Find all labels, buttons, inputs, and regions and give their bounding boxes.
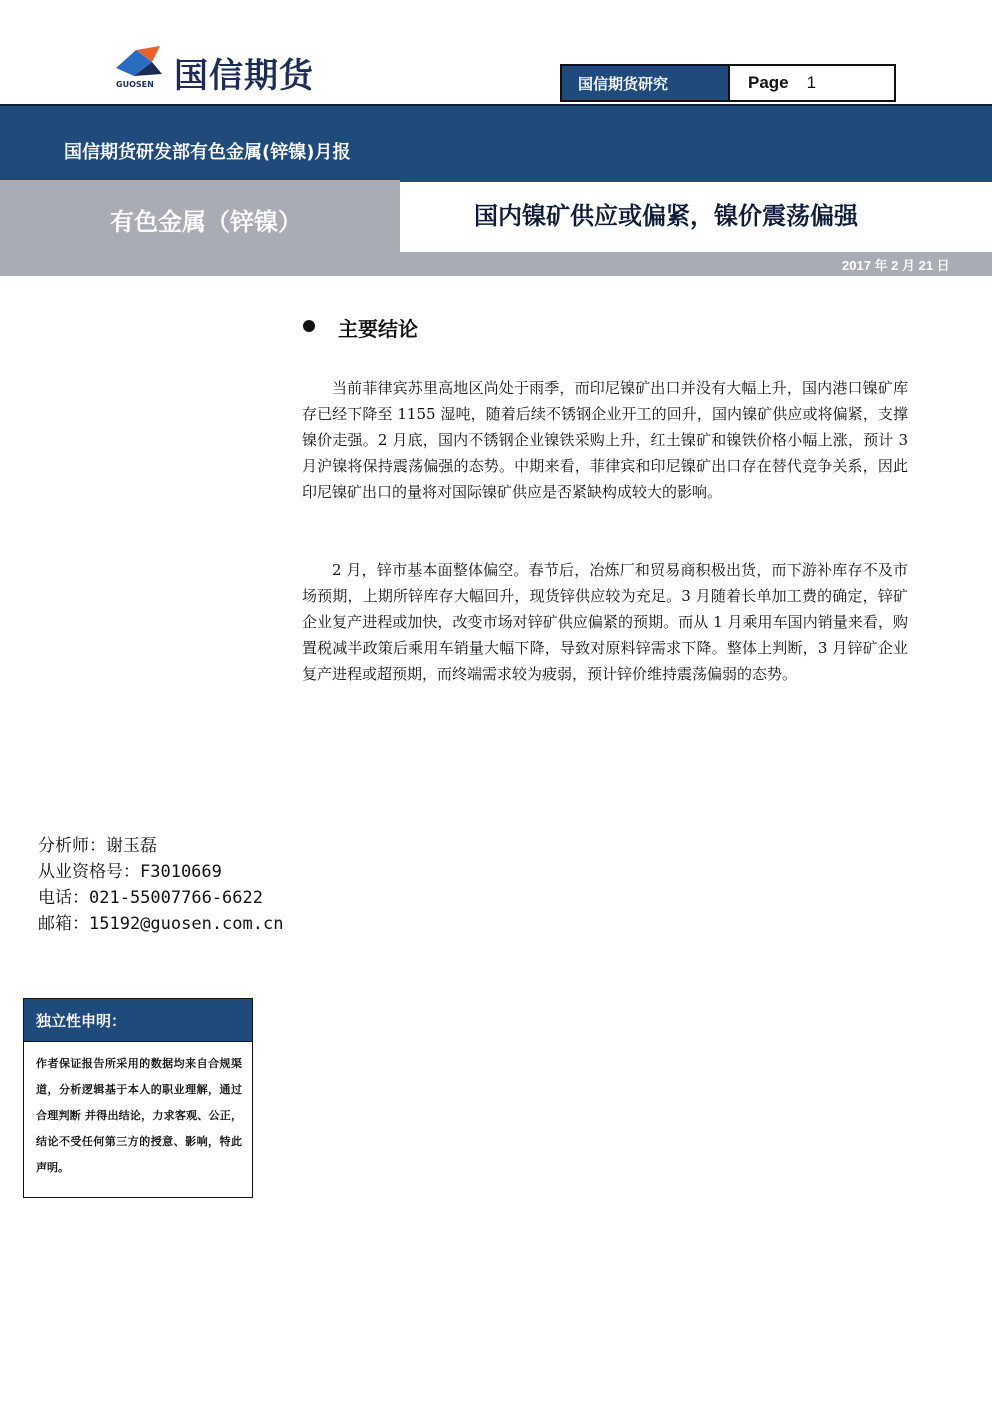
logo-name: 国信期货 <box>174 56 314 96</box>
analyst-name: 分析师：谢玉磊 <box>38 836 157 856</box>
header-tag-box <box>560 64 896 102</box>
bullet-icon <box>303 320 315 332</box>
analyst-phone: 电话：021-55007766-6622 <box>38 888 263 908</box>
report-date: 2017 年 2 月 21 日 <box>842 258 950 273</box>
independence-statement-body: 作者保证报告所采用的数据均来自合规渠道，分析逻辑基于本人的职业理解，通过合理判断 并得出结论，力求客观、公正，结论不受任何第三方的授意、影响，特此声明。 <box>36 1057 242 1174</box>
analyst-license: 从业资格号：F3010669 <box>38 862 222 882</box>
conclusion-paragraph-zinc: 2 月，锌市基本面整体偏空。春节后，冶炼厂和贸易商积极出货，而下游补库存不及市场预期，上期所锌库存大幅回升，现货锌供应较为充足。3 月随着长单加工费的确定，锌矿企业复产进程或加快，改变市场对锌矿供应偏紧的预期。而从 1 月乘用车国内销量来看，购置税减半政策后乘用车销量大幅下降，导致对原料锌需求下降。整体上判断，3 月锌矿企业复产进程或超预期，而终端需求较为疲弱，预计锌价维持震荡偏弱的态势。 <box>302 561 908 683</box>
logo-subtext: GUOSEN <box>116 80 154 89</box>
page-indicator <box>730 66 894 100</box>
page-number: 1 <box>806 73 817 92</box>
logo-mark-icon <box>112 44 172 84</box>
page-label: Page <box>748 73 789 92</box>
department-title: 国信期货研发部有色金属(锌镍)月报 <box>64 142 351 163</box>
analyst-info <box>38 833 283 937</box>
analyst-email[interactable]: 邮箱：15192@guosen.com.cn <box>38 914 284 934</box>
independence-statement <box>23 998 253 1198</box>
category-label: 有色金属（锌镍） <box>110 207 302 236</box>
independence-statement-title: 独立性申明： <box>24 999 252 1042</box>
research-label: 国信期货研究 <box>562 66 730 100</box>
conclusion-paragraph-nickel: 当前菲律宾苏里高地区尚处于雨季，而印尼镍矿出口并没有大幅上升，国内港口镍矿库存已经下降至 1155 湿吨，随着后续不锈钢企业开工的回升，国内镍矿供应或将偏紧，支撑镍价走强。2 月底，国内不锈钢企业镍铁采购上升，红土镍矿和镍铁价格小幅上涨，预计 3 月沪镍将保持震荡偏强的态势。中期来看，菲律宾和印尼镍矿出口存在替代竞争关系，因此印尼镍矿出口的量将对国际镍矿供应是否紧缺构成较大的影响。 <box>302 379 908 501</box>
guosen-logo <box>112 44 352 96</box>
report-title: 国内镍矿供应或偏紧，镍价震荡偏强 <box>474 201 858 230</box>
section-heading: 主要结论 <box>338 317 418 341</box>
